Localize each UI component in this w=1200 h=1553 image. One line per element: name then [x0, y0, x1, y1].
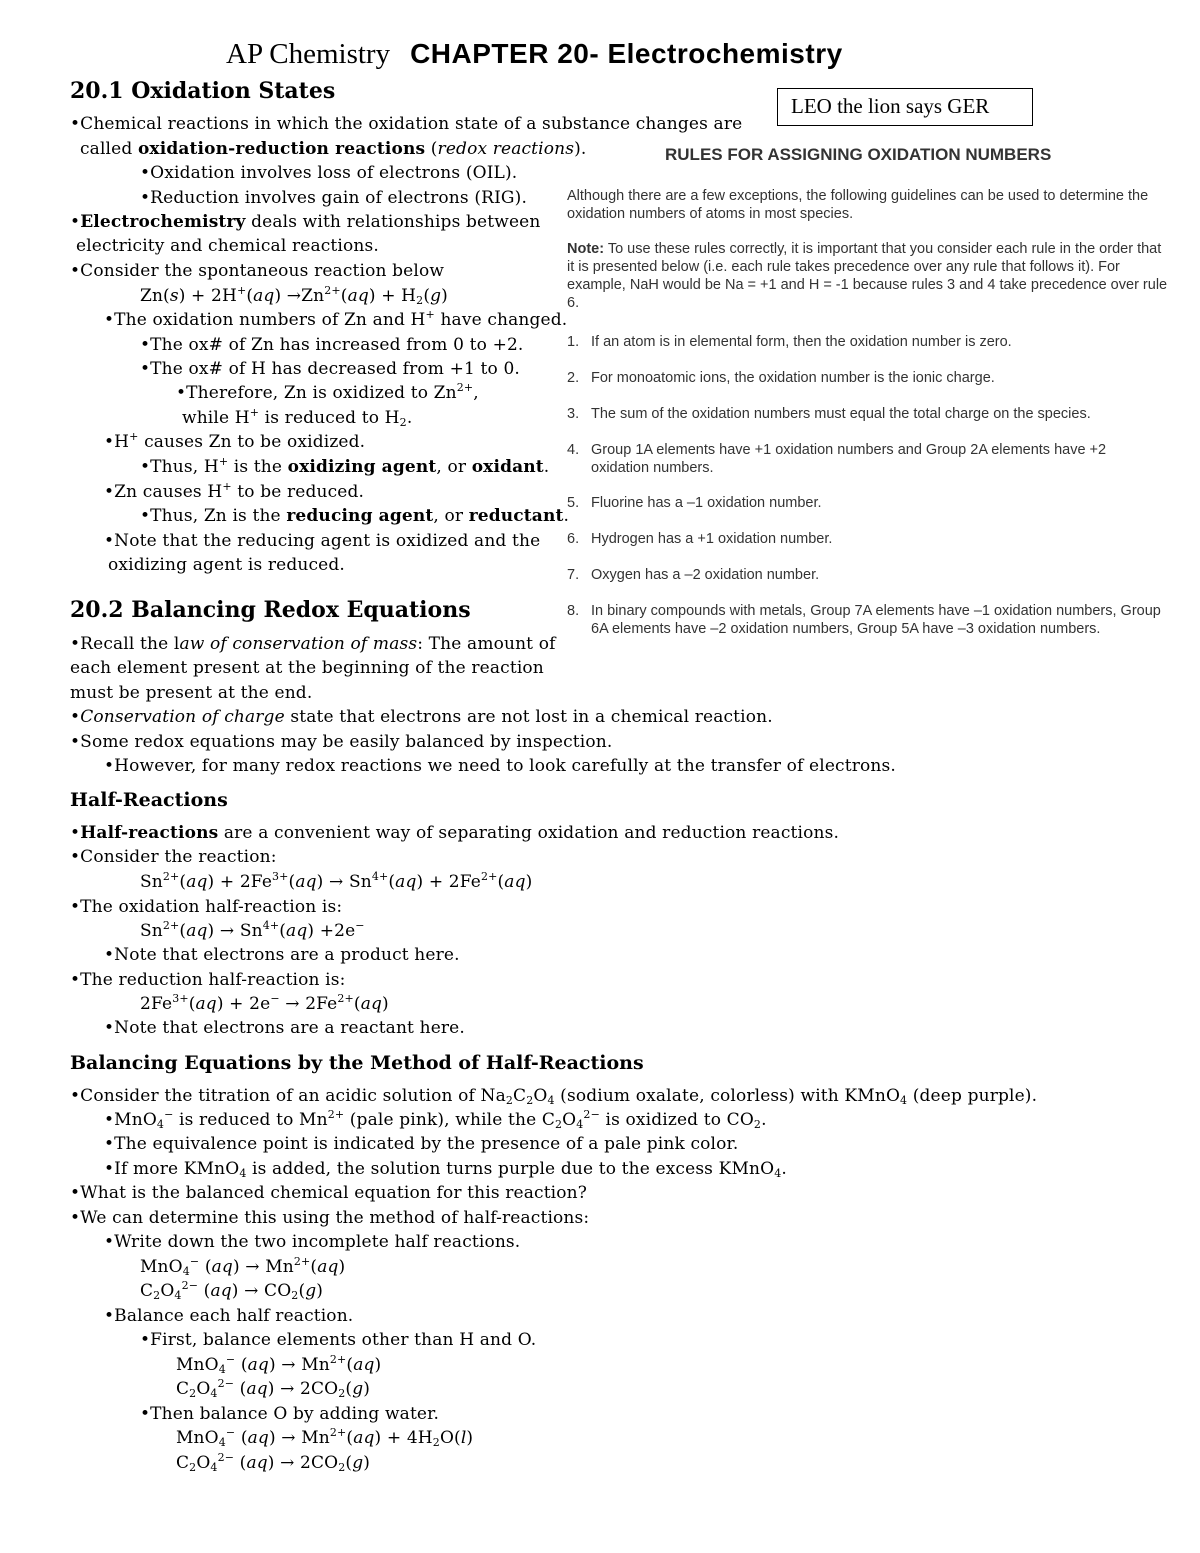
text-line: •Therefore, Zn is oxidized to $Zn^{2+}$,	[176, 381, 479, 403]
text-line: •Write down the two incomplete half reactions.	[104, 1232, 521, 1252]
text-line: •H+ causes Zn to be oxidized.	[104, 430, 366, 452]
equation: MnO$_4$− $(aq) \to Mn^{2+}(aq)$	[140, 1255, 346, 1278]
text-line: •Chemical reactions in which the oxidation state of a substance changes are	[70, 114, 743, 134]
chapter-title: CHAPTER 20- Electrochemistry	[410, 38, 843, 69]
text-line: •First, balance elements other than H and O.	[140, 1330, 537, 1350]
heading-balancing: Balancing Equations by the Method of Half-Reactions	[70, 1052, 644, 1074]
text-line: •Consider the reaction:	[70, 847, 277, 867]
text-line: •Note that the reducing agent is oxidized and the	[104, 531, 541, 551]
text-line: each element present at the beginning of the reaction	[70, 658, 544, 678]
equation-zn: $Zn(s) + 2H^+(aq) \to Zn^{2+}(aq) + H_2(g)$	[140, 284, 448, 307]
text-line: •The reduction half-reaction is:	[70, 970, 346, 990]
text-line: •Note that electrons are a reactant here.	[104, 1018, 465, 1038]
text-line: •Conservation of charge state that electrons are not lost in a chemical reaction.	[70, 707, 773, 727]
text-line: while H+ is reduced to $H_2$.	[182, 406, 413, 429]
text-line: •The ox# of H has decreased from +1 to 0.	[140, 359, 520, 379]
text-line: •Reduction involves gain of electrons (RIG).	[140, 188, 527, 208]
text-line: must be present at the end.	[70, 683, 313, 703]
equation: MnO$_4$− $(aq) \to Mn^{2+}(aq) + 4H_2O(l)$	[176, 1426, 474, 1449]
section-heading-20-1: 20.1 Oxidation States	[70, 78, 336, 104]
text-line: •Note that electrons are a product here.	[104, 945, 460, 965]
text-line: •Consider the titration of an acidic solution of $Na_2C_2O_4$ (sodium oxalate, colorless) with KMnO$_4$ (deep purple).	[70, 1086, 1038, 1107]
equation: $Sn^{2+}(aq) + 2Fe^{3+}(aq) \to Sn^{4+}(aq) + 2Fe^{2+}(aq)$	[140, 870, 533, 892]
equation: $2Fe^{3+}(aq) + 2e^- \to 2Fe^{2+}(aq)$	[140, 992, 389, 1014]
text-line: •We can determine this using the method of half-reactions:	[70, 1208, 590, 1228]
text-line: oxidizing agent is reduced.	[108, 555, 345, 575]
text-line: •Thus, H+ is the oxidizing agent, or oxidant.	[140, 455, 550, 477]
equation: $C_2O_4^{2-}$ $(aq) \to 2CO_2(g)$	[176, 1377, 371, 1400]
text-line: •Balance each half reaction.	[104, 1306, 354, 1326]
text-line: •The equivalence point is indicated by the presence of a pale pink color.	[104, 1134, 739, 1154]
text-line: •If more KMnO$_4$ is added, the solution turns purple due to the excess KMnO$_4$.	[104, 1159, 787, 1180]
rules-intro: Although there are a few exceptions, the following guidelines can be used to determine the oxidation numbers of atoms in most species.	[567, 188, 1149, 222]
text-line: •MnO$_4$− is reduced to $Mn^{2+}$ (pale pink), while the $C_2O_4^{2-}$ is oxidized to $CO_2$.	[104, 1108, 767, 1131]
text-line: •Electrochemistry deals with relationships between	[70, 212, 541, 232]
section-heading-20-2: 20.2 Balancing Redox Equations	[70, 597, 471, 623]
text-line: •Zn causes H+ to be reduced.	[104, 480, 365, 502]
text-line: electricity and chemical reactions.	[76, 236, 379, 256]
text-line: •Half-reactions are a convenient way of separating oxidation and reduction reactions.	[70, 823, 839, 843]
text-line: •Some redox equations may be easily balanced by inspection.	[70, 732, 613, 752]
text-line: •Then balance O by adding water.	[140, 1404, 440, 1424]
text-line: •Oxidation involves loss of electrons (OIL).	[140, 163, 518, 183]
text-line: •Recall the law of conservation of mass: The amount of	[70, 634, 556, 654]
equation: $Sn^{2+}(aq) \to Sn^{4+}(aq) +2e^-$	[140, 919, 365, 941]
rules-note: Note: To use these rules correctly, it is important that you consider each rule in the order that it is presented below (i.e. each rule takes precedence over any rule that follows it). For example, NaH would be Na = +1 and H = -1 because rules 3 and 4 take precedence over rule 6.	[567, 241, 1168, 311]
text-line: •However, for many redox reactions we need to look carefully at the transfer of electrons.	[104, 756, 896, 776]
page: AP Chemistry CHAPTER 20- Electrochemistry LEO the lion says GER 20.1 Oxidation States •Chemical reactions in which the oxidation state of a substance changes are called oxidation-reduction reactions (redox reactions). •Oxidation involves loss of electrons (OIL). •Reduction involves gain of electrons (RIG). •Electrochemistry deals with relationships between electricity and chemical reactions. •Consider the spontaneous reaction below $Zn(s) + 2H^+(aq) \to Zn^{2+}(aq) + H_2(g)$ •The oxidation numbers of Zn and H+ have changed. •The ox# of Zn has increased from 0 to +2. •The ox# of H has decreased from +1 to 0. •Therefore, Zn is oxidized to $Zn^{2+}$, while H+ is reduced to $H_2$. •H+ causes Zn to be oxidized. •Thus, H+ is the oxidizing agent, or oxidant. •Zn causes H+ to be reduced. •Thus, Zn is the reducing agent, or reductant. •Note that the reducing agent is oxidized and the oxidizing agent is reduced. RULES FOR ASSIGNING OXIDATION NUMBERS Although there are a few exceptions, the following guidelines can be used to determine the oxidation numbers of atoms in most species. Note: To use these rules correctly, it is important that you consider each rule in the order that it is presented below (i.e. each rule takes precedence over any rule that follows it). For example, NaH would be Na = +1 and H = -1 because rules 3 and 4 take precedence over rule 6. 1. If an atom is in elemental form, then the oxidation number is zero. 2. For monoatomic ions, the oxidation number is the ionic charge. 3. The sum of the oxidation numbers must equal the total charge on the species. 4. Group 1A elements have +1 oxidation numbers and Group 2A elements have +2 oxidation numbers. 5. Fluorine has a –1 oxidation number. 6. Hydrogen has a +1 oxidation number. 7. Oxygen has a –2 oxidation number. 8. In binary compounds with metals, Group 7A elements have –1 oxidation numbers, Group 6A elements have –2 oxidation numbers, Group 5A have –3 oxidation numbers. 20.2 Balancing Redox Equations •Recall the law of conservation of mass: The amount of each element present at the beginning of the reaction must be present at the end. •Conservation of charge state that electrons are not lost in a chemical reaction. •Some redox equations may be easily balanced by inspection. •However, for many redox reactions we need to look carefully at the transfer of electrons. Half-Reactions •Half-reactions are a convenient way of separating oxidation and reduction reactions. •Consider the reaction: $Sn^{2+}(aq) + 2Fe^{3+}(aq) \to Sn^{4+}(aq) + 2Fe^{2+}(aq)$ •The oxidation half-reaction is: $Sn^{2+}(aq) \to Sn^{4+}(aq) +2e^-$ •Note that electrons are a product here. •The reduction half-reaction is: $2Fe^{3+}(aq) + 2e^- \to 2Fe^{2+}(aq)$ •Note that electrons are a reactant here. Balancing Equations by the Method of Half-Reactions •Consider the titration of an acidic solution of $Na_2C_2O_4$ (sodium oxalate, colorless) with KMnO$_4$ (deep purple). •MnO$_4$− is reduced to $Mn^{2+}$ (pale pink), while the $C_2O_4^{2-}$ is oxidized to $CO_2$. •The equivalence point is indicated by the presence of a pale pink color. •If more KMnO$_4$ is added, the solution turns purple due to the excess KMnO$_4$. •What is the balanced chemical equation for this reaction? •We can determine this using the method of half-reactions: •Write down the two incomplete half reactions. MnO$_4$− $(aq) \to Mn^{2+}(aq)$ $C_2O_4^{2-}$ $(aq) \to CO_2(g)$ •Balance each half reaction. •First, balance elements other than H and O. MnO$_4$− $(aq) \to Mn^{2+}(aq)$ $C_2O_4^{2-}$ $(aq) \to 2CO_2(g)$ •Then balance O by adding water. MnO$_4$− $(aq) \to Mn^{2+}(aq) + 4H_2O(l)$ $C_2O_4^{2-}$ $(aq) \to 2CO_2(g)$	[0, 0, 1200, 1553]
equation: MnO$_4$− $(aq) \to Mn^{2+}(aq)$	[176, 1353, 382, 1376]
text-line: •The oxidation numbers of Zn and H+ have changed.	[104, 308, 568, 330]
heading-half-reactions: Half-Reactions	[70, 789, 228, 811]
equation: $C_2O_4^{2-}$ $(aq) \to 2CO_2(g)$	[176, 1451, 371, 1474]
text-line: •The oxidation half-reaction is:	[70, 897, 343, 917]
text-line: •Consider the spontaneous reaction below	[70, 261, 445, 281]
text-line: •The ox# of Zn has increased from 0 to +2.	[140, 335, 524, 355]
rules-title: RULES FOR ASSIGNING OXIDATION NUMBERS	[665, 145, 1052, 164]
equation: $C_2O_4^{2-}$ $(aq) \to CO_2(g)$	[140, 1279, 324, 1302]
mnemonic-box: LEO the lion says GER	[777, 88, 1033, 126]
text-line: •What is the balanced chemical equation for this reaction?	[70, 1183, 588, 1203]
page-title	[226, 38, 843, 71]
text-line: •Thus, Zn is the reducing agent, or reductant.	[140, 506, 570, 526]
course-title: AP Chemistry	[226, 38, 391, 70]
text-line: called oxidation-reduction reactions (redox reactions).	[80, 139, 587, 159]
